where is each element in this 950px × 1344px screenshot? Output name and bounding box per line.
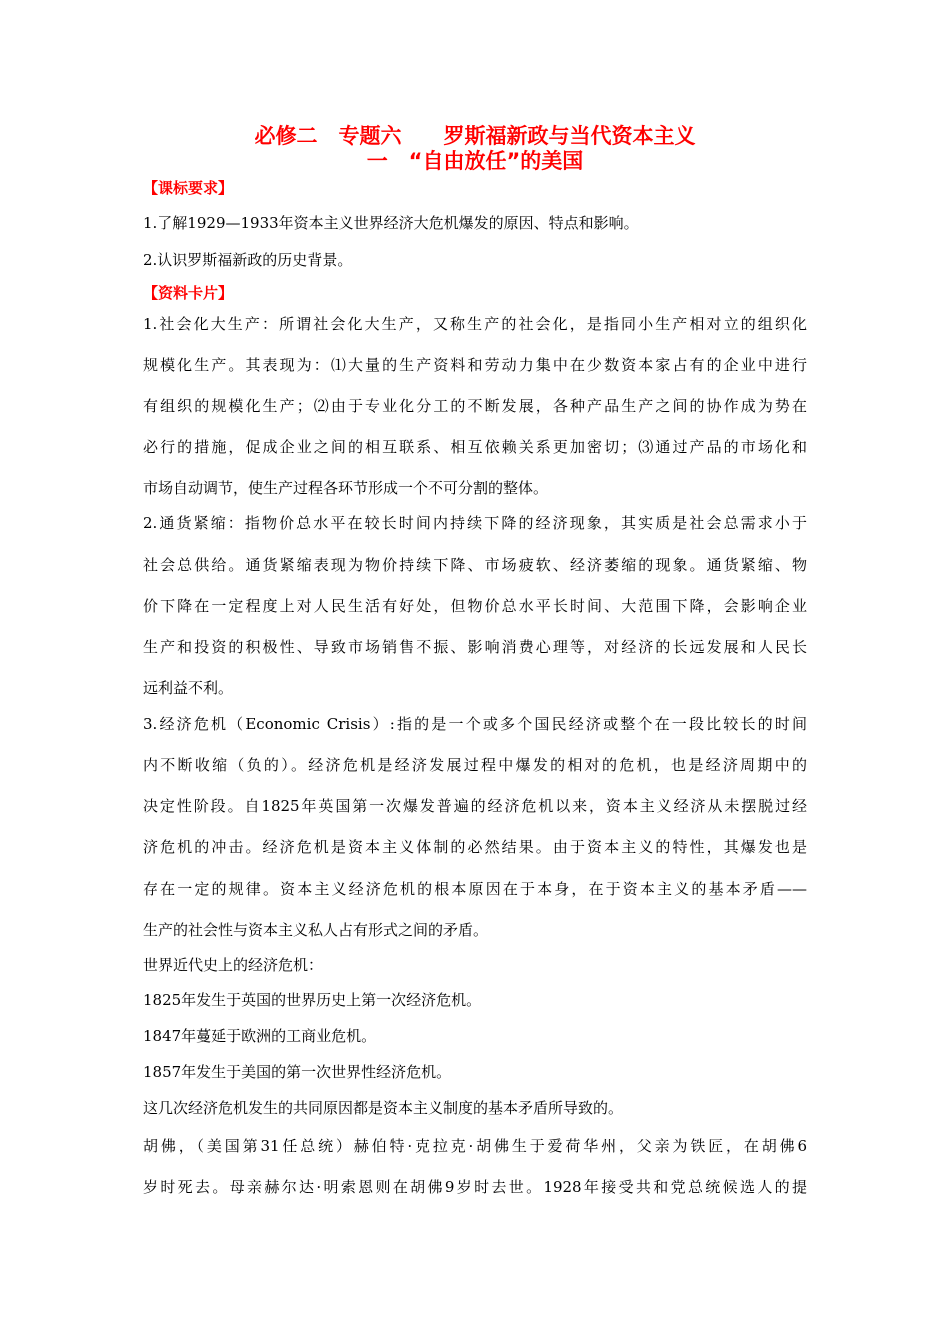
paragraph-line: 胡佛，（美国第31任总统）赫伯特·克拉克·胡佛生于爱荷华州，父亲为铁匠，在胡佛6 (143, 1137, 807, 1155)
paragraph-line: 1.社会化大生产：所谓社会化大生产，又称生产的社会化，是指同小生产相对立的组织化 (143, 315, 807, 333)
document-title: 必修二 专题六 罗斯福新政与当代资本主义 (254, 124, 696, 148)
paragraph-line: 有组织的规模化生产；⑵由于专业化分工的不断发展，各种产品生产之间的协作成为势在 (143, 397, 807, 415)
paragraph-line: 价下降在一定程度上对人民生活有好处，但物价总水平长时间、大范围下降，会影响企业 (143, 597, 807, 615)
paragraph-line: 世界近代史上的经济危机： (143, 956, 324, 974)
paragraph-line: 市场自动调节，使生产过程各环节形成一个不可分割的整体。 (143, 479, 549, 497)
paragraph-line: 必行的措施，促成企业之间的相互联系、相互依赖关系更加密切；⑶通过产品的市场化和 (143, 438, 807, 456)
section-heading-cards: 【资料卡片】 (143, 284, 234, 302)
paragraph-line: 这几次经济危机发生的共同原因都是资本主义制度的基本矛盾所导致的。 (143, 1099, 624, 1117)
paragraph-line: 2.通货紧缩：指物价总水平在较长时间内持续下降的经济现象，其实质是社会总需求小于 (143, 514, 807, 532)
section-heading-requirements: 【课标要求】 (143, 179, 234, 197)
paragraph-line: 1847年蔓延于欧洲的工商业危机。 (143, 1027, 377, 1045)
paragraph-line: 1857年发生于美国的第一次世界性经济危机。 (143, 1063, 452, 1081)
paragraph-line: 1825年发生于英国的世界历史上第一次经济危机。 (143, 991, 482, 1009)
paragraph-line: 远利益不利。 (143, 679, 234, 697)
paragraph-line: 存在一定的规律。资本主义经济危机的根本原因在于本身，在于资本主义的基本矛盾—— (143, 880, 807, 898)
paragraph-line: 生产和投资的积极性、导致市场销售不振、影响消费心理等，对经济的长远发展和人民长 (143, 638, 807, 656)
paragraph-line: 生产的社会性与资本主义私人占有形式之间的矛盾。 (143, 921, 489, 939)
paragraph-line: 内不断收缩（负的）。经济危机是经济发展过程中爆发的相对的危机，也是经济周期中的 (143, 756, 807, 774)
requirement-item: 1.了解1929—1933年资本主义世界经济大危机爆发的原因、特点和影响。 (143, 214, 639, 232)
paragraph-line: 济危机的冲击。经济危机是资本主义体制的必然结果。由于资本主义的特性，其爆发也是 (143, 838, 807, 856)
paragraph-line: 社会总供给。通货紧缩表现为物价持续下降、市场疲软、经济萎缩的现象。通货紧缩、物 (143, 556, 807, 574)
paragraph-line: 岁时死去。母亲赫尔达·明索恩则在胡佛9岁时去世。1928年接受共和党总统候选人的提 (143, 1178, 807, 1196)
document-subtitle: 一 “自由放任”的美国 (366, 149, 584, 173)
paragraph-line: 3.经济危机（Economic Crisis）:指的是一个或多个国民经济或整个在一段比较长的时间 (143, 715, 807, 733)
paragraph-line: 决定性阶段。自1825年英国第一次爆发普遍的经济危机以来，资本主义经济从未摆脱过经 (143, 797, 807, 815)
requirement-item: 2.认识罗斯福新政的历史背景。 (143, 251, 353, 269)
paragraph-line: 规模化生产。其表现为：⑴大量的生产资料和劳动力集中在少数资本家占有的企业中进行 (143, 356, 807, 374)
